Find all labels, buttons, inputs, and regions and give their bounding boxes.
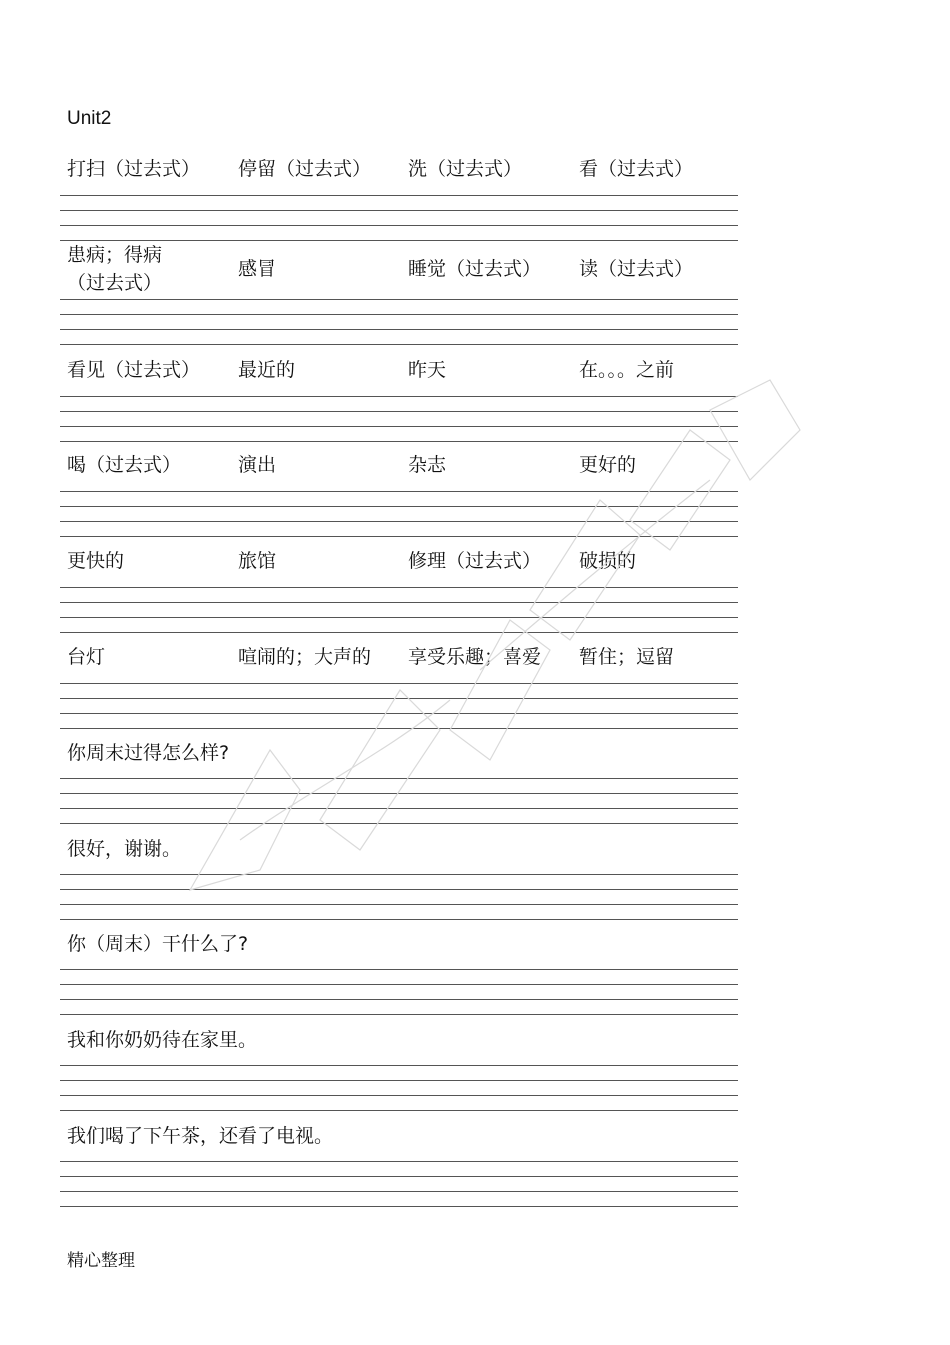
watermark-stroke: [240, 700, 450, 840]
watermark-stroke: [450, 620, 550, 760]
vocab-cell: 演出: [238, 454, 277, 476]
sentence-prompt: 你（周末）干什么了?: [67, 933, 249, 955]
writing-line: [60, 536, 738, 537]
writing-line: [60, 874, 738, 875]
sentence-prompt: 很好，谢谢。: [67, 838, 182, 860]
vocab-cell: 睡觉（过去式）: [408, 258, 542, 280]
writing-line: [60, 1014, 738, 1015]
writing-line: [60, 728, 738, 729]
writing-line: [60, 713, 738, 714]
sentence-prompt: 你周末过得怎么样?: [67, 742, 230, 764]
watermark-stroke: [320, 690, 440, 850]
writing-line: [60, 823, 738, 824]
vocab-cell: 感冒: [238, 258, 277, 280]
vocab-cell: 喝（过去式）: [67, 454, 182, 476]
page-title: Unit2: [67, 108, 112, 129]
vocab-cell: 喧闹的；大声的: [238, 646, 372, 668]
writing-line: [60, 441, 738, 442]
writing-line: [60, 602, 738, 603]
vocab-cell-line: （过去式）: [67, 272, 163, 294]
footer-text: 精心整理: [67, 1251, 135, 1271]
writing-line: [60, 919, 738, 920]
vocab-cell: 停留（过去式）: [238, 158, 372, 180]
vocab-cell: 洗（过去式）: [408, 158, 523, 180]
writing-line: [60, 1176, 738, 1177]
sentence-prompt: 我们喝了下午茶，还看了电视。: [67, 1125, 334, 1147]
vocab-cell: 在。。。之前: [579, 359, 675, 381]
writing-line: [60, 698, 738, 699]
writing-line: [60, 344, 738, 345]
vocab-cell: 暂住；逗留: [579, 646, 675, 668]
writing-line: [60, 632, 738, 633]
writing-line: [60, 984, 738, 985]
writing-line: [60, 683, 738, 684]
writing-line: [60, 617, 738, 618]
vocab-cell: 昨天: [408, 359, 447, 381]
watermark-stroke: [190, 750, 300, 890]
writing-line: [60, 195, 738, 196]
writing-line: [60, 1191, 738, 1192]
vocab-cell: 读（过去式）: [579, 258, 694, 280]
writing-line: [60, 521, 738, 522]
writing-line: [60, 1080, 738, 1081]
writing-line: [60, 314, 738, 315]
writing-line: [60, 904, 738, 905]
vocab-cell: 旅馆: [238, 550, 277, 572]
vocab-cell: 最近的: [238, 359, 296, 381]
writing-line: [60, 210, 738, 211]
sentence-prompt: 我和你奶奶待在家里。: [67, 1029, 258, 1051]
vocab-cell: 享受乐趣；喜爱: [408, 646, 542, 668]
vocab-cell: 打扫（过去式）: [67, 158, 201, 180]
writing-line: [60, 1095, 738, 1096]
vocab-cell: 破损的: [579, 550, 637, 572]
watermark-stroke: [480, 480, 710, 670]
writing-line: [60, 778, 738, 779]
writing-line: [60, 999, 738, 1000]
writing-line: [60, 793, 738, 794]
watermark-stroke: [710, 380, 800, 480]
vocab-cell: 台灯: [67, 646, 106, 668]
writing-line: [60, 329, 738, 330]
writing-line: [60, 299, 738, 300]
writing-line: [60, 1110, 738, 1111]
writing-line: [60, 225, 738, 226]
writing-line: [60, 506, 738, 507]
writing-line: [60, 411, 738, 412]
vocab-cell-line: 患病；得病: [67, 244, 163, 266]
writing-line: [60, 1206, 738, 1207]
watermark-stroke: [630, 430, 730, 550]
writing-line: [60, 491, 738, 492]
writing-line: [60, 587, 738, 588]
writing-line: [60, 889, 738, 890]
vocab-cell: 看（过去式）: [579, 158, 694, 180]
writing-line: [60, 969, 738, 970]
vocab-cell: 修理（过去式）: [408, 550, 542, 572]
writing-line: [60, 1065, 738, 1066]
writing-line: [60, 426, 738, 427]
vocab-cell: [67, 241, 162, 297]
writing-line: [60, 396, 738, 397]
vocab-cell: 更好的: [579, 454, 637, 476]
writing-line: [60, 1161, 738, 1162]
vocab-cell: 杂志: [408, 454, 447, 476]
vocab-cell: 看见（过去式）: [67, 359, 201, 381]
writing-line: [60, 808, 738, 809]
vocab-cell: 更快的: [67, 550, 125, 572]
